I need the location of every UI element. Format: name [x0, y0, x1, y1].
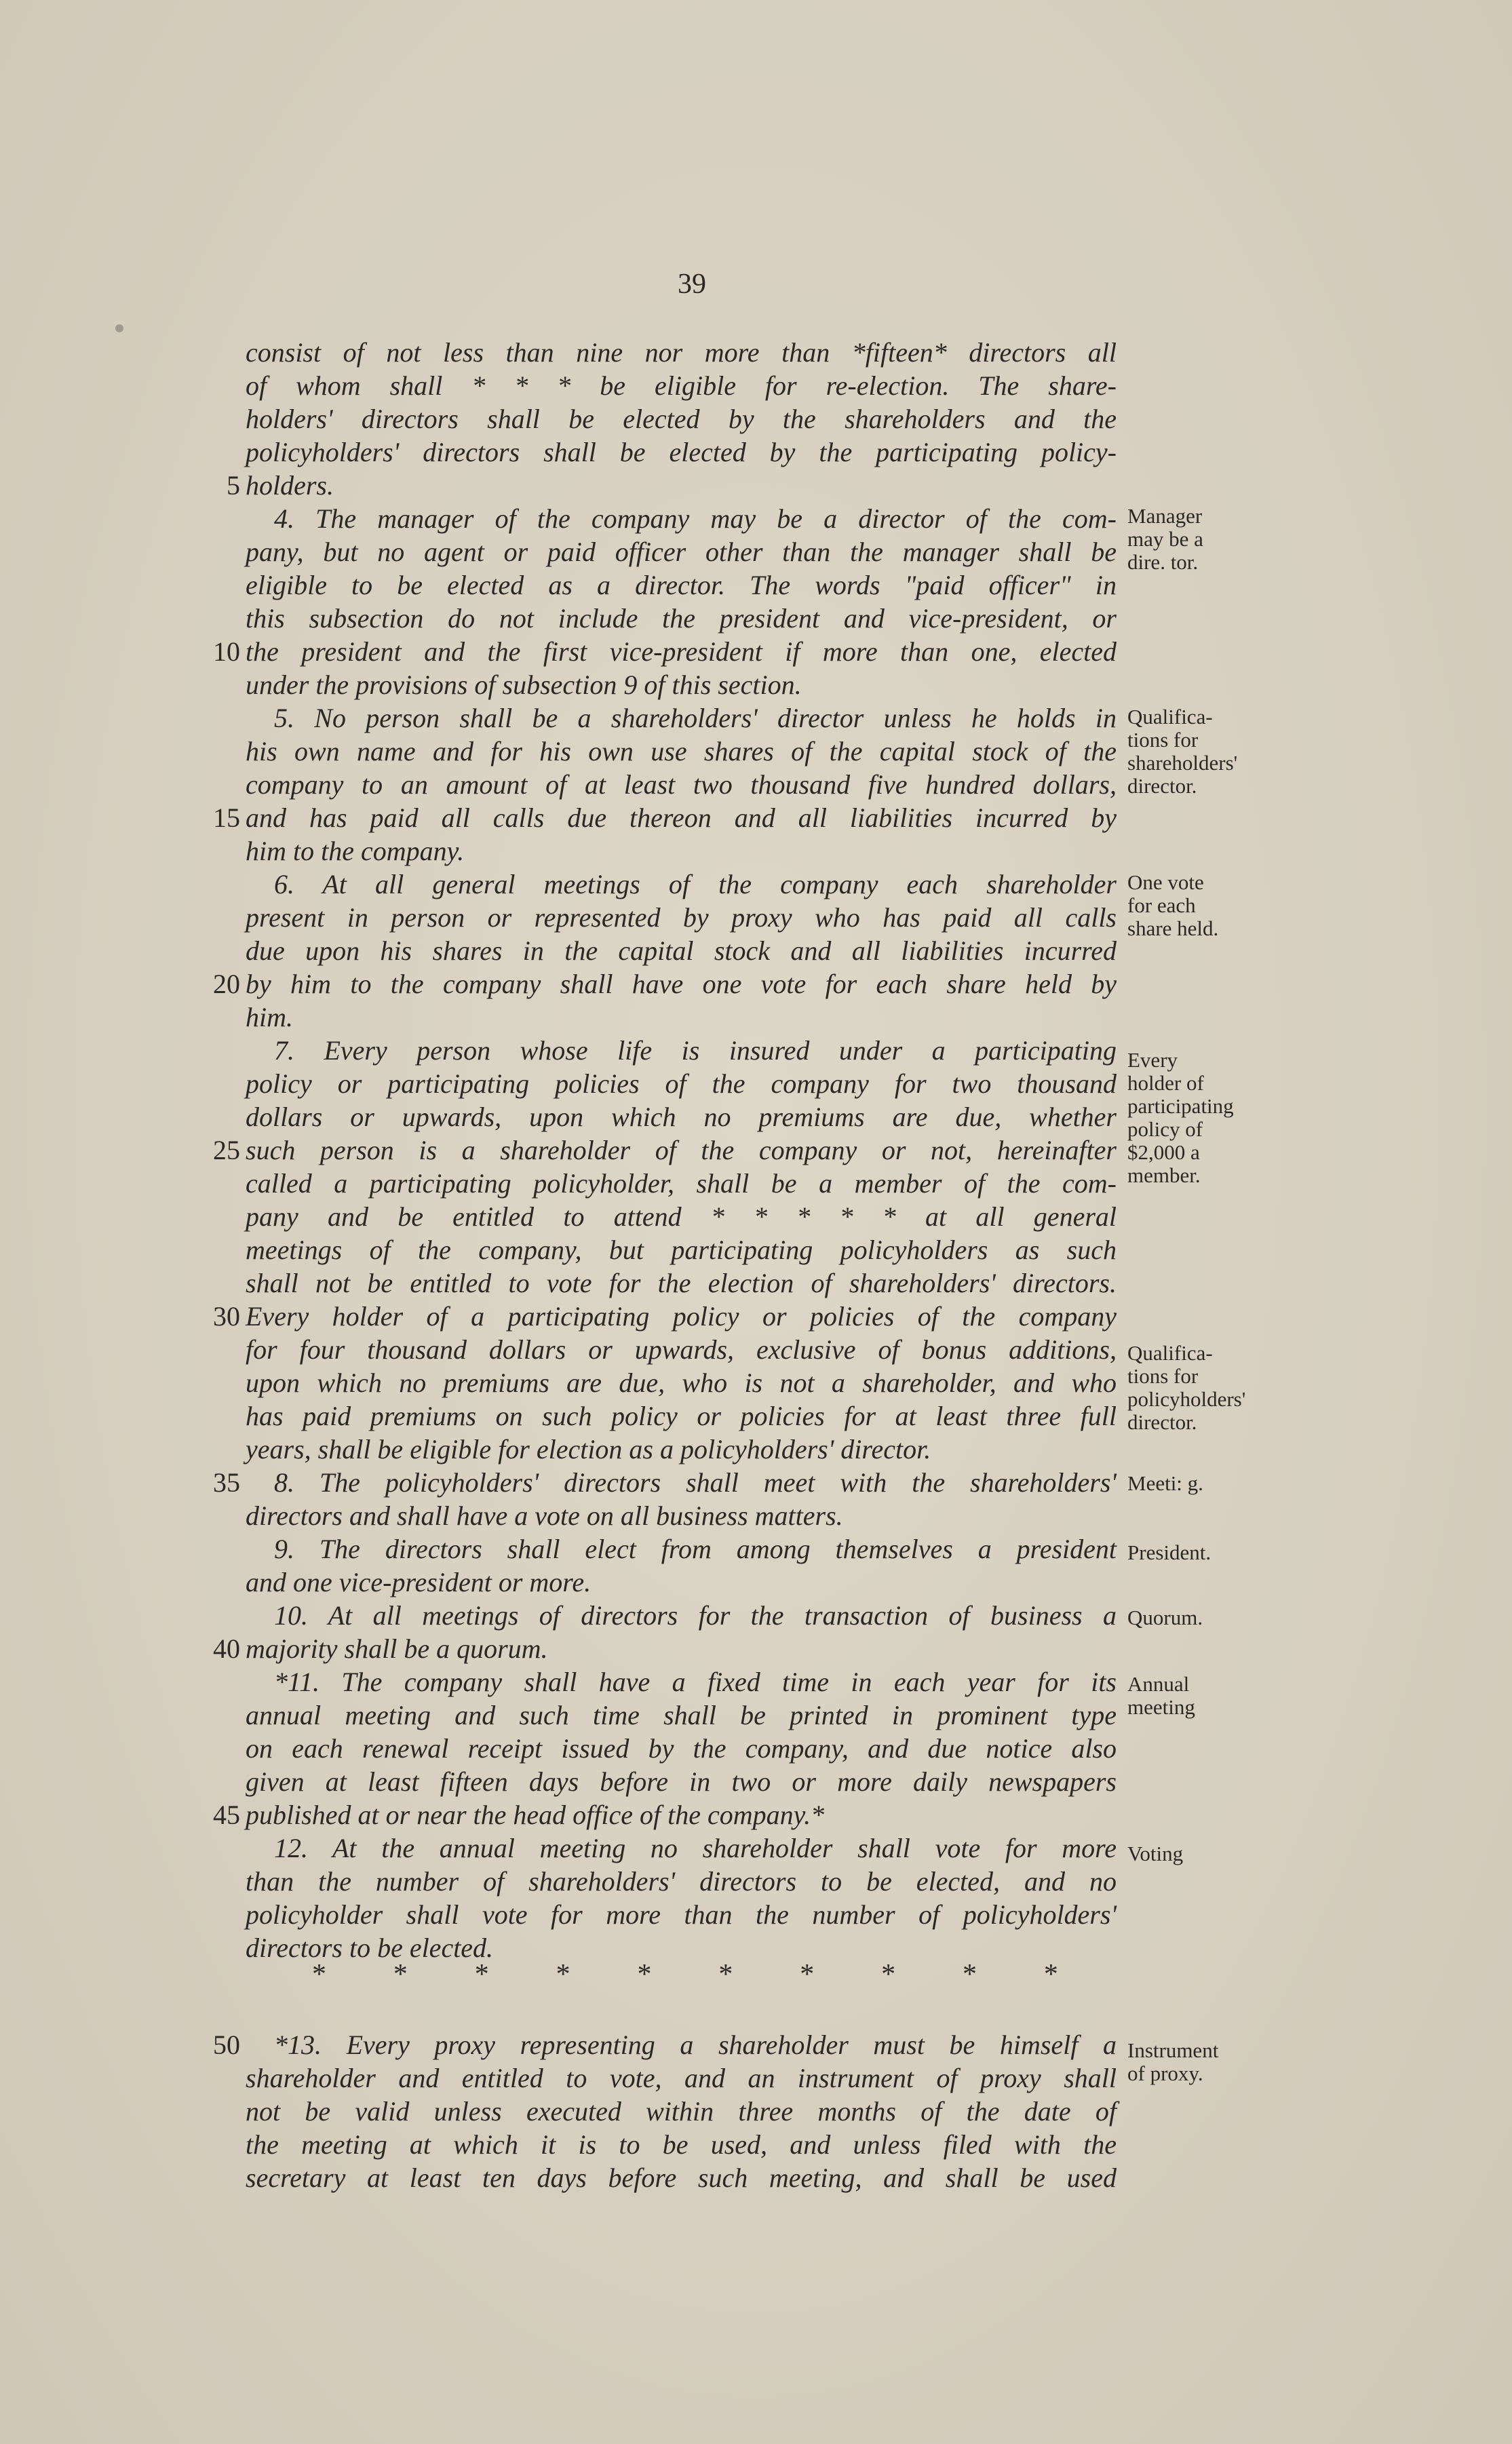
margin-note: Qualifica- tions for policyholders' director. — [1127, 1341, 1246, 1434]
text-line: upon which no premiums are due, who is not a shareholder, and who — [246, 1368, 1117, 1398]
text-line: policyholders' directors shall be elected by the participating policy- — [246, 437, 1117, 467]
line-number: 35 — [213, 1467, 240, 1498]
text-line: company to an amount of at least two thousand five hundred dollars, — [246, 769, 1117, 800]
text-line: such person is a shareholder of the company or not, hereinafter — [246, 1135, 1117, 1165]
text-line: 7. Every person whose life is insured under a participating — [274, 1035, 1117, 1066]
text-line: secretary at least ten days before such meeting, and shall be used — [246, 2162, 1117, 2193]
text-line: 4. The manager of the company may be a director of the com- — [274, 503, 1117, 534]
asterisk: * — [881, 1959, 896, 1990]
text-line: 6. At all general meetings of the company each shareholder — [274, 869, 1117, 899]
margin-note: Qualifica- tions for shareholders' director. — [1127, 705, 1238, 798]
margin-note: Every holder of participating policy of $2,000 a member. — [1127, 1048, 1234, 1187]
asterisk: * — [474, 1959, 489, 1990]
asterisk: * — [393, 1959, 408, 1990]
text-line: the meeting at which it is to be used, and unless filed with the — [246, 2129, 1117, 2160]
line-number: 5 — [227, 470, 240, 501]
asterisk: * — [556, 1959, 570, 1990]
text-line: on each renewal receipt issued by the company, and due notice also — [246, 1733, 1117, 1764]
text-line: him to the company. — [246, 836, 465, 866]
text-line: consist of not less than nine nor more than *fifteen* directors all — [246, 337, 1117, 368]
paper-blemish — [115, 324, 123, 332]
text-line: by him to the company shall have one vote for each share held by — [246, 969, 1117, 999]
margin-note: Meeti: g. — [1127, 1471, 1203, 1495]
line-number: 15 — [213, 802, 240, 833]
text-line: *11. The company shall have a fixed time in each year for its — [274, 1667, 1117, 1697]
line-number: 45 — [213, 1800, 240, 1830]
text-line: has paid premiums on such policy or policies for at least three full — [246, 1401, 1117, 1431]
text-line: shareholder and entitled to vote, and an instrument of proxy shall — [246, 2063, 1117, 2093]
text-line: directors and shall have a vote on all business matters. — [246, 1500, 843, 1531]
text-line: him. — [246, 1002, 293, 1032]
text-line: than the number of shareholders' directors to be elected, and no — [246, 1866, 1117, 1897]
margin-note: President. — [1127, 1540, 1211, 1564]
line-number: 30 — [213, 1301, 240, 1332]
line-number: 25 — [213, 1135, 240, 1165]
asterisk: * — [963, 1959, 977, 1990]
text-line: *13. Every proxy representing a shareholder must be himself a — [274, 2030, 1117, 2060]
text-line: policyholder shall vote for more than the number of policyholders' — [246, 1899, 1117, 1930]
text-line: pany, but no agent or paid officer other than the manager shall be — [246, 537, 1117, 567]
margin-note: Manager may be a dire. tor. — [1127, 504, 1203, 574]
text-line: this subsection do not include the president and vice-president, or — [246, 603, 1117, 634]
text-line: eligible to be elected as a director. The words "paid officer" in — [246, 570, 1117, 600]
text-line: 12. At the annual meeting no shareholder shall vote for more — [274, 1833, 1117, 1863]
asterisk: * — [637, 1959, 652, 1990]
text-line: of whom shall * * * be eligible for re-election. The share- — [246, 370, 1117, 401]
text-line: present in person or represented by proxy who has paid all calls — [246, 902, 1117, 933]
text-line: dollars or upwards, upon which no premiums are due, whether — [246, 1102, 1117, 1132]
asterisk: * — [800, 1959, 815, 1990]
text-line: called a participating policyholder, shall be a member of the com- — [246, 1168, 1117, 1199]
text-line: and one vice-president or more. — [246, 1567, 592, 1597]
text-line: holders. — [246, 470, 334, 501]
margin-note: One vote for each share held. — [1127, 870, 1219, 940]
text-line: shall not be entitled to vote for the election of shareholders' directors. — [246, 1268, 1117, 1298]
text-line: Every holder of a participating policy or policies of the company — [246, 1301, 1117, 1332]
text-line: directors to be elected. — [246, 1933, 494, 1963]
text-line: annual meeting and such time shall be printed in prominent type — [246, 1700, 1117, 1730]
line-number: 20 — [213, 969, 240, 999]
text-line: years, shall be eligible for election as a policyholders' director. — [246, 1434, 931, 1465]
text-line: pany and be entitled to attend * * * * * at all general — [246, 1201, 1117, 1232]
text-line: under the provisions of subsection 9 of this section. — [246, 670, 802, 700]
page-number: 39 — [678, 269, 706, 300]
text-line: 5. No person shall be a shareholders' director unless he holds in — [274, 703, 1117, 733]
asterisk: * — [1043, 1959, 1058, 1990]
text-line: policy or participating policies of the company for two thousand — [246, 1068, 1117, 1099]
text-line: and has paid all calls due thereon and all liabilities incurred by — [246, 802, 1117, 833]
text-line: given at least fifteen days before in two or more daily newspapers — [246, 1766, 1117, 1797]
text-line: meetings of the company, but participating policyholders as such — [246, 1235, 1117, 1265]
line-number: 50 — [213, 2030, 240, 2060]
line-number: 10 — [213, 636, 240, 667]
asterisk: * — [718, 1959, 733, 1990]
text-line: for four thousand dollars or upwards, exclusive of bonus additions, — [246, 1334, 1117, 1365]
text-line: his own name and for his own use shares of the capital stock of the — [246, 736, 1117, 767]
text-line: 10. At all meetings of directors for the transaction of business a — [274, 1600, 1117, 1631]
text-line: 8. The policyholders' directors shall meet with the shareholders' — [274, 1467, 1117, 1498]
margin-note: Annual meeting — [1127, 1672, 1195, 1719]
text-line: the president and the first vice-president if more than one, elected — [246, 636, 1117, 667]
margin-note: Quorum. — [1127, 1606, 1203, 1629]
text-line: 9. The directors shall elect from among themselves a president — [274, 1534, 1117, 1564]
asterisk: * — [312, 1959, 326, 1990]
text-line: due upon his shares in the capital stock and all liabilities incurred — [246, 935, 1117, 966]
margin-note: Instrument of proxy. — [1127, 2038, 1219, 2085]
text-line: published at or near the head office of the company.* — [246, 1800, 825, 1830]
text-line: holders' directors shall be elected by the shareholders and the — [246, 404, 1117, 434]
line-number: 40 — [213, 1633, 240, 1664]
text-line: majority shall be a quorum. — [246, 1633, 548, 1664]
text-line: not be valid unless executed within three months of the date of — [246, 2096, 1117, 2127]
margin-note: Voting — [1127, 1842, 1184, 1865]
omission-asterisks-row — [312, 1958, 1058, 1992]
